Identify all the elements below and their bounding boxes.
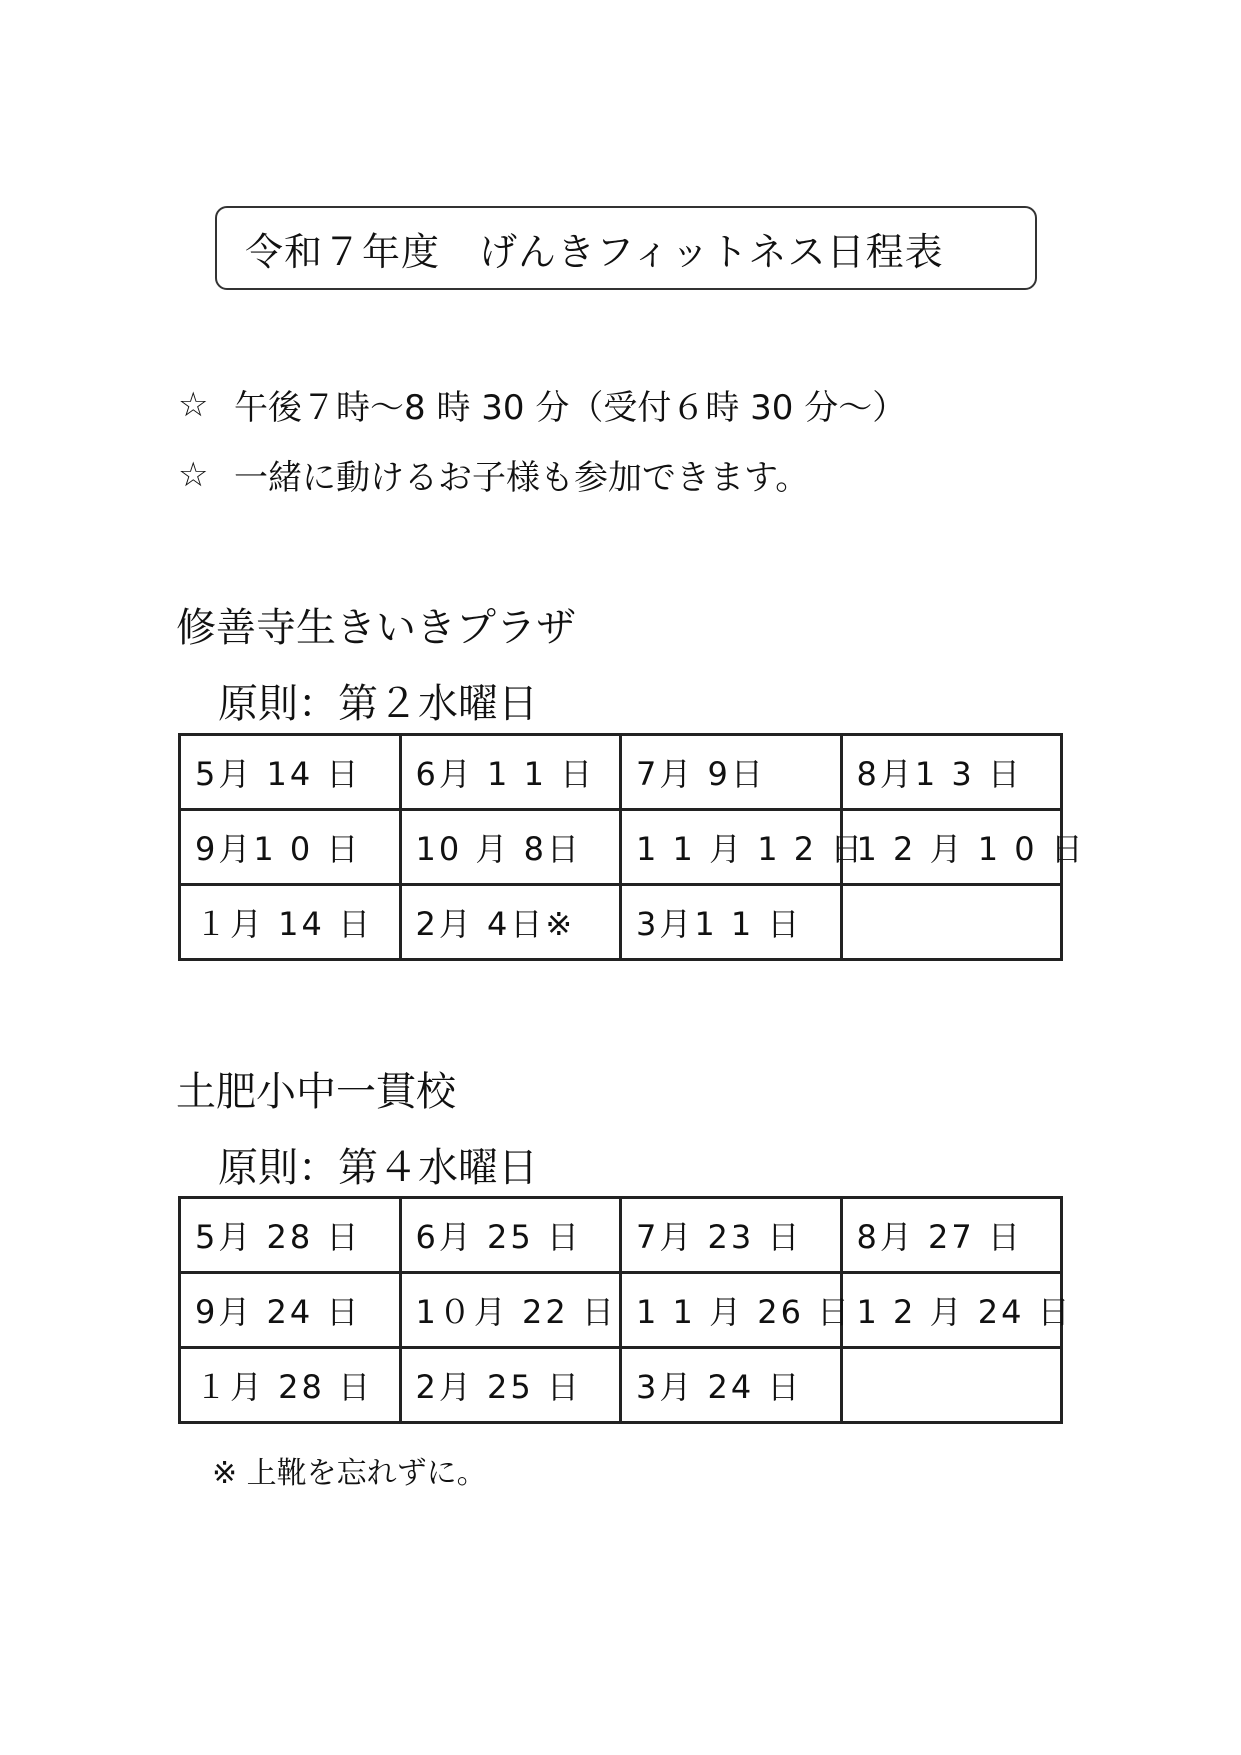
date-cell: 2月 25 日 [400, 1348, 621, 1423]
venue-title: 修善寺生きいきプラザ [176, 605, 576, 651]
note-time [178, 380, 906, 429]
date-cell: 3月1 1 日 [621, 885, 842, 960]
date-cell: 7月 9日 [621, 735, 842, 810]
note-time-text: 午後７時～8 時 30 分（受付６時 30 分～） [234, 388, 907, 428]
date-cell [841, 1348, 1062, 1423]
date-cell: 7月 23 日 [621, 1198, 842, 1273]
date-cell: 9月 24 日 [180, 1273, 401, 1348]
date-cell: 5月 28 日 [180, 1198, 401, 1273]
table-row [180, 1348, 1062, 1423]
date-cell: 1０月 22 日 [400, 1273, 621, 1348]
table-row [180, 735, 1062, 810]
note-children-text: 一緒に動けるお子様も参加できます。 [234, 458, 810, 498]
page-title: 令和７年度 げんきフィットネス日程表 [215, 206, 1037, 290]
schedule-table [178, 1196, 1073, 1424]
table-row [180, 1198, 1062, 1273]
date-cell: 10 月 8日 [400, 810, 621, 885]
date-cell: 1 2 月 1 0 日 [841, 810, 1062, 885]
date-cell: 6月 25 日 [400, 1198, 621, 1273]
table-row [180, 1273, 1062, 1348]
footnote: ※ 上靴を忘れずに。 [212, 1456, 487, 1491]
star-icon: ☆ [178, 454, 209, 495]
date-cell: 8月 27 日 [841, 1198, 1062, 1273]
date-cell: 2月 4日※ [400, 885, 621, 960]
venue-title: 土肥小中一貫校 [176, 1069, 456, 1115]
date-cell: １月 28 日 [180, 1348, 401, 1423]
date-cell: 3月 24 日 [621, 1348, 842, 1423]
date-cell: 1 1 月 26 日 [621, 1273, 842, 1348]
schedule-rule: 原則：第４水曜日 [218, 1145, 538, 1191]
table-row [180, 810, 1062, 885]
date-cell: 8月1 3 日 [841, 735, 1062, 810]
schedule-rule: 原則：第２水曜日 [218, 681, 538, 727]
date-cell: １月 14 日 [180, 885, 401, 960]
date-cell: 5月 14 日 [180, 735, 401, 810]
date-cell: 1 1 月 1 2 日 [621, 810, 842, 885]
star-icon: ☆ [178, 384, 209, 425]
date-cell: 1 2 月 24 日 [841, 1273, 1062, 1348]
date-cell: 9月1 0 日 [180, 810, 401, 885]
schedule-table [178, 733, 1086, 961]
date-cell: 6月 1 1 日 [400, 735, 621, 810]
table-row [180, 885, 1062, 960]
note-children [178, 450, 809, 499]
date-cell [841, 885, 1062, 960]
